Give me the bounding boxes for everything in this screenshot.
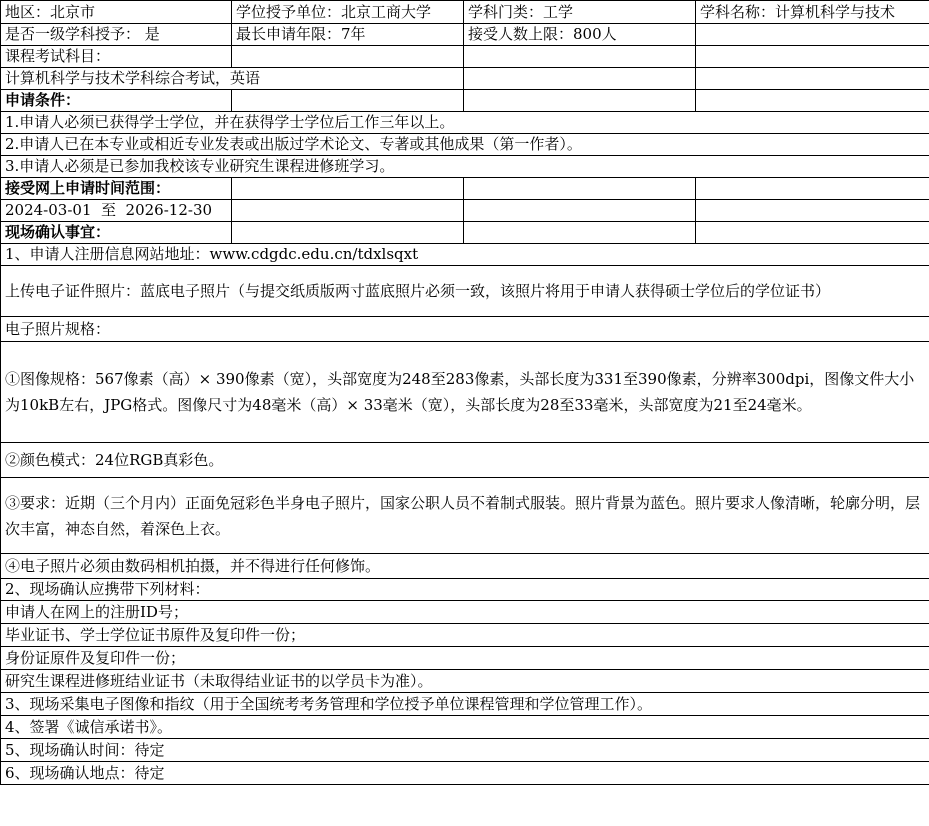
grant-unit-cell: 学位授予单位：北京工商大学	[232, 1, 464, 24]
empty-cell	[464, 90, 696, 112]
exam-subjects-row	[1, 68, 929, 90]
materials-title-row	[1, 579, 929, 601]
material-item: 申请人在网上的注册ID号；	[1, 601, 929, 624]
spec-4: ④电子照片必须由数码相机拍摄，并不得进行任何修饰。	[1, 554, 929, 579]
confirm-place: 6、现场确认地点：待定	[1, 762, 929, 785]
empty-cell	[696, 200, 929, 222]
material-row	[1, 624, 929, 647]
empty-cell	[464, 46, 696, 68]
material-item: 身份证原件及复印件一份；	[1, 647, 929, 670]
empty-cell	[696, 178, 929, 200]
condition-row	[1, 156, 929, 178]
time-range-row	[1, 200, 929, 222]
collect-row	[1, 693, 929, 716]
photo-spec-title: 电子照片规格：	[1, 317, 929, 342]
header-row-1	[1, 1, 929, 24]
material-item: 研究生课程进修班结业证书（未取得结业证书的以学员卡为准）。	[1, 670, 929, 693]
condition-item-2: 2.申请人已在本专业或相近专业发表或出版过学术论文、专著或其他成果（第一作者）。	[1, 134, 929, 156]
conditions-title-row	[1, 90, 929, 112]
empty-cell	[464, 178, 696, 200]
condition-item-1: 1.申请人必须已获得学士学位，并在获得学士学位后工作三年以上。	[1, 112, 929, 134]
spec-3: ③要求：近期（三个月内）正面免冠彩色半身电子照片，国家公职人员不着制式服装。照片背景为蓝色。照片要求人像清晰，轮廓分明，层次丰富，神态自然，着深色上衣。	[1, 478, 929, 554]
empty-cell	[696, 90, 929, 112]
exam-label: 课程考试科目：	[1, 46, 232, 68]
sign-row	[1, 716, 929, 739]
time-range-title: 接受网上申请时间范围：	[1, 178, 232, 200]
empty-cell	[232, 90, 464, 112]
spec-1-row	[1, 342, 929, 443]
empty-cell	[232, 178, 464, 200]
empty-cell	[464, 200, 696, 222]
empty-cell	[696, 68, 929, 90]
exam-label-row	[1, 46, 929, 68]
upload-photo-row	[1, 266, 929, 317]
empty-cell	[232, 46, 464, 68]
region-cell: 地区：北京市	[1, 1, 232, 24]
max-years-cell: 最长申请年限：7年	[232, 24, 464, 46]
onsite-title: 现场确认事宜：	[1, 222, 232, 244]
empty-cell	[232, 200, 464, 222]
discipline-category-cell: 学科门类：工学	[464, 1, 696, 24]
discipline-name-cell: 学科名称：计算机科学与技术	[696, 1, 929, 24]
spec-4-row	[1, 554, 929, 579]
spec-1: ①图像规格：567像素（高）× 390像素（宽），头部宽度为248至283像素，头部长度为331至390像素，分辨率300dpi，图像文件大小为10kB左右，JPG格式。图像尺寸为48毫米（高）× 33毫米（宽），头部长度为28至33毫米，头部宽度为21至24毫米。	[1, 342, 929, 443]
spec-2-row	[1, 443, 929, 478]
confirm-time-row	[1, 739, 929, 762]
empty-cell	[696, 222, 929, 244]
conditions-title: 申请条件：	[1, 90, 232, 112]
confirm-place-row	[1, 762, 929, 785]
time-range-value: 2024-03-01 至 2026-12-30	[1, 200, 232, 222]
material-row	[1, 601, 929, 624]
first-level-cell: 是否一级学科授予： 是	[1, 24, 232, 46]
max-applicants-cell: 接受人数上限：800人	[464, 24, 696, 46]
photo-spec-title-row	[1, 317, 929, 342]
header-row-2	[1, 24, 929, 46]
spec-3-row	[1, 478, 929, 554]
material-row	[1, 670, 929, 693]
confirm-time: 5、现场确认时间：待定	[1, 739, 929, 762]
spec-2: ②颜色模式：24位RGB真彩色。	[1, 443, 929, 478]
condition-row	[1, 134, 929, 156]
exam-subjects: 计算机科学与技术学科综合考试，英语	[1, 68, 464, 90]
material-item: 毕业证书、学士学位证书原件及复印件一份；	[1, 624, 929, 647]
upload-photo: 上传电子证件照片：蓝底电子照片（与提交纸质版两寸蓝底照片必须一致，该照片将用于申请人获得硕士学位后的学位证书）	[1, 266, 929, 317]
sign-item: 4、签署《诚信承诺书》。	[1, 716, 929, 739]
empty-cell	[464, 68, 696, 90]
reg-site-row	[1, 244, 929, 266]
material-row	[1, 647, 929, 670]
condition-row	[1, 112, 929, 134]
materials-title: 2、现场确认应携带下列材料：	[1, 579, 929, 601]
collect-item: 3、现场采集电子图像和指纹（用于全国统考考务管理和学位授予单位课程管理和学位管理工作）。	[1, 693, 929, 716]
onsite-title-row	[1, 222, 929, 244]
condition-item-3: 3.申请人必须是已参加我校该专业研究生课程进修班学习。	[1, 156, 929, 178]
reg-site: 1、申请人注册信息网站地址：www.cdgdc.edu.cn/tdxlsqxt	[1, 244, 929, 266]
time-range-title-row	[1, 178, 929, 200]
empty-cell	[464, 222, 696, 244]
empty-cell	[232, 222, 464, 244]
empty-cell	[696, 46, 929, 68]
empty-cell	[696, 24, 929, 46]
